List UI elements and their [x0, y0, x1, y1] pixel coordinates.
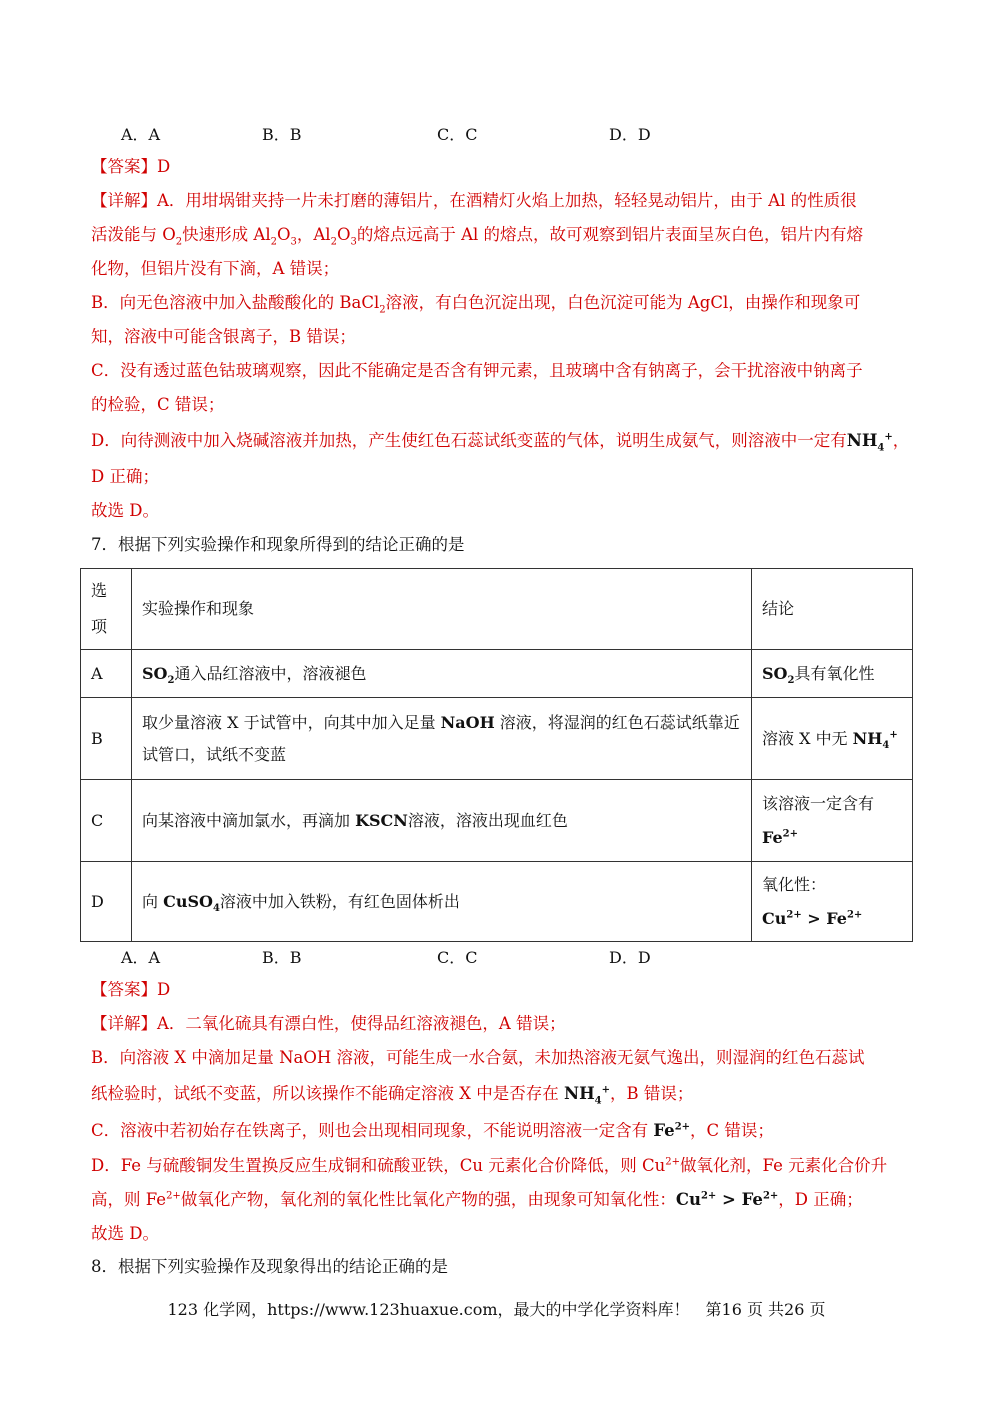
q6-answer: [91, 156, 170, 178]
choice-c: C．C: [437, 948, 478, 967]
table-row: [81, 862, 913, 942]
q7-answer: [91, 979, 170, 1001]
detail-text: O: [276, 225, 291, 244]
detail-text: 纸检验时，试纸不变蓝，所以该操作不能确定溶液 X 中是否存在: [91, 1084, 564, 1103]
detail-text: ，: [892, 431, 910, 450]
detail-text: D．Fe 与硫酸铜发生置换反应生成铜和硫酸亚铁，Cu 元素化合价降低，则 Cu: [91, 1156, 666, 1175]
header-conclusion: 结论: [752, 569, 913, 650]
q6-detail-line2: [91, 224, 863, 246]
superscript: 2+: [665, 1156, 681, 1168]
subscript: 2: [379, 304, 386, 316]
q6-detail-d-line1: [91, 430, 909, 452]
header-option: 选项: [81, 569, 132, 650]
detail-text: 溶液，有白色沉淀出现，白色沉淀可能为 AgCl，由操作和现象可: [385, 293, 861, 312]
table-row: [81, 650, 913, 698]
choice-a: A．A: [121, 948, 161, 967]
answer-tag: 【答案】: [91, 980, 157, 999]
q8-question: 8．根据下列实验操作及现象得出的结论正确的是: [91, 1257, 448, 1276]
choice-a: A．A: [121, 125, 161, 144]
nh4-formula: $NH_4^+$: [846, 431, 893, 454]
q6-detail-b-line1: [91, 292, 860, 314]
q7-conclusion: 故选 D。: [91, 1224, 159, 1243]
q7-detail-line1: [91, 1013, 566, 1035]
choice-c: C．C: [437, 125, 478, 144]
row-option: B: [81, 698, 132, 780]
detail-text: 活泼能与 O: [91, 225, 176, 244]
detail-tag: 【详解】: [91, 1014, 157, 1033]
oxidation-compare-formula: $Cu^{2+} > Fe^{2+}$: [675, 1190, 779, 1209]
table-row: [81, 698, 913, 780]
answer-value: D: [157, 980, 171, 999]
detail-text: 做氧化产物，氧化剂的氧化性比氧化产物的强，由现象可知氧化性：: [180, 1190, 676, 1209]
choice-d: D．D: [609, 948, 651, 967]
detail-text: 的熔点远高于 Al 的熔点，故可观察到铝片表面呈灰白色，铝片内有熔: [356, 225, 864, 244]
detail-text: 快速形成 Al: [182, 225, 271, 244]
page-footer: 123 化学网，https://www.123huaxue.com，最大的中学化学资料库！ 第16 页 共26 页: [167, 1300, 826, 1319]
subscript: 2: [270, 236, 277, 248]
q6-detail-line1: [91, 190, 857, 212]
row-conclusion: 该溶液一定含有 $Fe^{2+}$: [752, 780, 913, 862]
q6-choices: [0, 122, 993, 144]
q6-conclusion: 故选 D。: [91, 501, 159, 520]
subscript: 3: [290, 236, 297, 248]
row-option: D: [81, 862, 132, 942]
choice-b: B．B: [262, 948, 302, 967]
q6-detail-line3: 化物，但铝片没有下滴，A 错误；: [91, 259, 340, 278]
row-operation: $SO_2$通入品红溶液中，溶液褪色: [132, 650, 752, 698]
detail-text: B．向无色溶液中加入盐酸酸化的 BaCl: [91, 293, 380, 312]
q6-detail-d-line2: D 正确；: [91, 467, 159, 486]
q7-question: 7．根据下列实验操作和现象所得到的结论正确的是: [91, 535, 465, 554]
answer-tag: 【答案】: [91, 157, 157, 176]
row-operation: 向 CuSO$_4$溶液中加入铁粉，有红色固体析出: [132, 862, 752, 942]
q7-detail-d-line1: [91, 1155, 887, 1177]
q6-detail-c-line2: 的检验，C 错误；: [91, 395, 225, 414]
header-operation: 实验操作和现象: [132, 569, 752, 650]
detail-text: O: [336, 225, 351, 244]
row-conclusion: 氧化性： $Cu^{2+} > Fe^{2+}$: [752, 862, 913, 942]
subscript: 2: [330, 236, 337, 248]
row-conclusion: 溶液 X 中无 $NH_4^+$: [752, 698, 913, 780]
row-option: C: [81, 780, 132, 862]
detail-text: ，Al: [296, 225, 331, 244]
superscript: 2+: [166, 1190, 181, 1202]
nh4-formula: $NH_4^+$: [563, 1084, 611, 1107]
q7-choices: [0, 945, 993, 967]
fe2-formula: $Fe^{2+}$: [653, 1121, 691, 1140]
q7-detail-c: [91, 1120, 774, 1142]
detail-tag: 【详解】: [91, 191, 157, 210]
detail-text: A．用坩埚钳夹持一片未打磨的薄铝片，在酒精灯火焰上加热，轻轻晃动铝片，由于 Al 的性质很: [157, 191, 857, 210]
choice-d: D．D: [609, 125, 651, 144]
row-operation: 向某溶液中滴加氯水，再滴加 KSCN溶液，溶液出现血红色: [132, 780, 752, 862]
detail-text: A．二氧化硫具有漂白性，使得品红溶液褪色，A 错误；: [157, 1014, 566, 1033]
detail-text: D．向待测液中加入烧碱溶液并加热，产生使红色石蕊试纸变蓝的气体，说明生成氨气，则溶液中一定有: [91, 431, 847, 450]
table-header-row: [81, 569, 913, 650]
row-conclusion: $SO_2$具有氧化性: [752, 650, 913, 698]
q6-detail-b-line2: 知，溶液中可能含银离子，B 错误；: [91, 327, 356, 346]
detail-text: 做氧化剂，Fe 元素化合价升: [680, 1156, 888, 1175]
answer-value: D: [157, 157, 171, 176]
experiment-table: [80, 568, 913, 942]
row-operation: 取少量溶液 X 于试管中，向其中加入足量 NaOH 溶液，将湿润的红色石蕊试纸靠近试管口，试纸不变蓝: [132, 698, 752, 780]
detail-text: C．溶液中若初始存在铁离子，则也会出现相同现象，不能说明溶液一定含有: [91, 1121, 654, 1140]
detail-text: ，D 正确；: [778, 1190, 863, 1209]
q7-detail-b-line1: B．向溶液 X 中滴加足量 NaOH 溶液，可能生成一水合氨，未加热溶液无氨气逸出，则湿润的红色石蕊试: [91, 1048, 865, 1067]
table-row: [81, 780, 913, 862]
subscript: 2: [175, 236, 183, 248]
q6-detail-c-line1: C．没有透过蓝色钴玻璃观察，因此不能确定是否含有钾元素，且玻璃中含有钠离子，会干扰溶液中钠离子: [91, 361, 863, 380]
detail-text: 高，则 Fe: [91, 1190, 167, 1209]
q7-detail-d-line2: [91, 1189, 863, 1211]
subscript: 3: [350, 236, 357, 248]
q7-detail-b-line2: [91, 1083, 693, 1105]
row-option: A: [81, 650, 132, 698]
detail-text: ，C 错误；: [690, 1121, 774, 1140]
choice-b: B．B: [262, 125, 302, 144]
detail-text: ，B 错误；: [610, 1084, 694, 1103]
